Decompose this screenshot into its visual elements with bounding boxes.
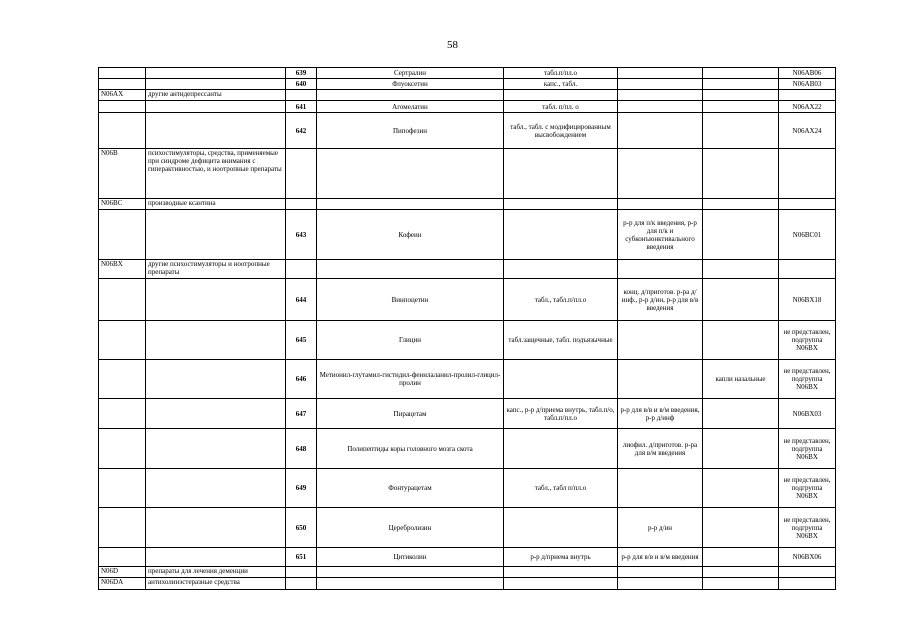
atc-group-name [146, 429, 286, 469]
injection-forms [618, 113, 703, 149]
atc-group-code: N06D [99, 567, 146, 578]
atc-group-code: N06AX [99, 90, 146, 101]
atc-group-code [99, 79, 146, 90]
table-row [99, 113, 836, 149]
oral-forms: табл., табл. с модифицированным высвобождением [504, 113, 618, 149]
oral-forms [504, 567, 618, 578]
atc-code: не представлен, подгруппа N06BX [779, 321, 836, 360]
other-forms [703, 149, 779, 199]
row-number: 644 [286, 279, 317, 321]
injection-forms [618, 90, 703, 101]
atc-group-name [146, 210, 286, 260]
drug-list-table [98, 67, 836, 590]
other-forms [703, 279, 779, 321]
atc-group-code [99, 321, 146, 360]
row-number [286, 90, 317, 101]
atc-group-name [146, 68, 286, 79]
drug-name: Цитиколин [317, 548, 504, 567]
row-number [286, 199, 317, 210]
drug-name [317, 199, 504, 210]
drug-name: Глицин [317, 321, 504, 360]
atc-code [779, 149, 836, 199]
atc-group-name [146, 508, 286, 548]
table-row [99, 567, 836, 578]
drug-name: Церебролизин [317, 508, 504, 548]
atc-group-code [99, 101, 146, 113]
injection-forms [618, 469, 703, 508]
atc-code: не представлен, подгруппа N06BX [779, 360, 836, 399]
row-number: 648 [286, 429, 317, 469]
other-forms [703, 578, 779, 590]
oral-forms: табл.п/пл.о [504, 68, 618, 79]
atc-group-code [99, 429, 146, 469]
table-row [99, 360, 836, 399]
atc-group-name: другие психостимуляторы и ноотропные препараты [146, 260, 286, 279]
oral-forms [504, 360, 618, 399]
row-number: 649 [286, 469, 317, 508]
table-row [99, 399, 836, 429]
atc-group-name: психостимуляторы, средства, применяемые при синдроме дефицита внимания с гиперактивностью, и ноотропные препараты [146, 149, 286, 199]
drug-name: Пипофезин [317, 113, 504, 149]
oral-forms: табл., табл.п/пл.о [504, 279, 618, 321]
drug-name: Сертралин [317, 68, 504, 79]
oral-forms [504, 578, 618, 590]
atc-code: N06AX22 [779, 101, 836, 113]
table-row [99, 210, 836, 260]
injection-forms [618, 149, 703, 199]
oral-forms: капс., табл. [504, 79, 618, 90]
drug-name: Винпоцетин [317, 279, 504, 321]
atc-code: не представлен, подгруппа N06BX [779, 429, 836, 469]
atc-group-name [146, 321, 286, 360]
oral-forms [504, 199, 618, 210]
table-row [99, 508, 836, 548]
atc-group-name [146, 279, 286, 321]
table-row [99, 321, 836, 360]
atc-group-name [146, 101, 286, 113]
row-number: 645 [286, 321, 317, 360]
drug-name [317, 149, 504, 199]
injection-forms [618, 260, 703, 279]
drug-name [317, 260, 504, 279]
other-forms [703, 399, 779, 429]
injection-forms [618, 101, 703, 113]
oral-forms [504, 508, 618, 548]
oral-forms: табл. п/пл. о [504, 101, 618, 113]
atc-code: не представлен, подгруппа N06BX [779, 508, 836, 548]
oral-forms: табл., табл п/пл.о [504, 469, 618, 508]
row-number [286, 578, 317, 590]
oral-forms [504, 90, 618, 101]
other-forms [703, 101, 779, 113]
atc-group-code [99, 469, 146, 508]
table-row [99, 279, 836, 321]
table-row [99, 79, 836, 90]
drug-name: Фонтурацетам [317, 469, 504, 508]
atc-group-name [146, 548, 286, 567]
atc-group-code [99, 68, 146, 79]
row-number: 639 [286, 68, 317, 79]
oral-forms [504, 210, 618, 260]
atc-group-code: N06DA [99, 578, 146, 590]
table-row [99, 149, 836, 199]
atc-group-code: N06B [99, 149, 146, 199]
atc-group-name [146, 113, 286, 149]
drug-name: Пирацетам [317, 399, 504, 429]
other-forms [703, 321, 779, 360]
atc-group-name: другие антидепрессанты [146, 90, 286, 101]
atc-group-name [146, 79, 286, 90]
table-row [99, 429, 836, 469]
other-forms [703, 260, 779, 279]
row-number: 643 [286, 210, 317, 260]
atc-code: не представлен, подгруппа N06BX [779, 469, 836, 508]
other-forms [703, 508, 779, 548]
atc-group-name [146, 469, 286, 508]
drug-name [317, 567, 504, 578]
injection-forms: р-р для в/в и в/м введения, р-р д/инф [618, 399, 703, 429]
other-forms [703, 90, 779, 101]
injection-forms [618, 68, 703, 79]
injection-forms: лиофил. д/приготов. р-ра для в/м введения [618, 429, 703, 469]
page-number: 58 [447, 39, 458, 51]
drug-name: Полипептиды коры головного мозга скота [317, 429, 504, 469]
atc-group-code [99, 399, 146, 429]
injection-forms [618, 360, 703, 399]
other-forms: капли назальные [703, 360, 779, 399]
other-forms [703, 68, 779, 79]
atc-code [779, 567, 836, 578]
other-forms [703, 548, 779, 567]
other-forms [703, 429, 779, 469]
atc-group-name: производные ксантина [146, 199, 286, 210]
atc-group-name: антихолинэстеразные средства [146, 578, 286, 590]
atc-group-code: N06BC [99, 199, 146, 210]
atc-code: N06AB03 [779, 79, 836, 90]
injection-forms: конц. д/приготов. р-ра д/инф., р-р д/ин, р-р для в/в введения [618, 279, 703, 321]
injection-forms: р-р для п/к введения, р-р для п/к и субконъюнктивального введения [618, 210, 703, 260]
atc-group-name: препараты для лечения деменции [146, 567, 286, 578]
oral-forms [504, 429, 618, 469]
atc-group-code [99, 548, 146, 567]
row-number: 646 [286, 360, 317, 399]
table-row [99, 199, 836, 210]
row-number [286, 567, 317, 578]
row-number [286, 149, 317, 199]
atc-group-name [146, 360, 286, 399]
atc-group-code: N06BX [99, 260, 146, 279]
drug-name: Кофеин [317, 210, 504, 260]
injection-forms [618, 567, 703, 578]
row-number [286, 260, 317, 279]
row-number: 642 [286, 113, 317, 149]
row-number: 647 [286, 399, 317, 429]
oral-forms [504, 149, 618, 199]
injection-forms: р-р д/ин [618, 508, 703, 548]
atc-group-code [99, 279, 146, 321]
table-row [99, 68, 836, 79]
atc-code: N06AB06 [779, 68, 836, 79]
other-forms [703, 113, 779, 149]
other-forms [703, 199, 779, 210]
atc-group-code [99, 360, 146, 399]
oral-forms: р-р д/приема внутрь [504, 548, 618, 567]
drug-name: Флуоксетин [317, 79, 504, 90]
table-row [99, 260, 836, 279]
drug-name [317, 90, 504, 101]
drug-name: Агомелатин [317, 101, 504, 113]
other-forms [703, 79, 779, 90]
atc-group-code [99, 210, 146, 260]
atc-code [779, 199, 836, 210]
oral-forms: табл.защечные, табл. подъязычные [504, 321, 618, 360]
injection-forms [618, 578, 703, 590]
atc-code: N06BX03 [779, 399, 836, 429]
atc-group-code [99, 113, 146, 149]
drug-name: Метионил-глутамил-гистидил-фенилаланил-пролил-глицил-пролин [317, 360, 504, 399]
atc-group-name [146, 399, 286, 429]
atc-code [779, 90, 836, 101]
table-row [99, 90, 836, 101]
injection-forms [618, 79, 703, 90]
injection-forms: р-р для в/в и в/м введения [618, 548, 703, 567]
oral-forms: капс., р-р д/приема внутрь, табл.п/о, табл.п/пл.о [504, 399, 618, 429]
injection-forms [618, 321, 703, 360]
other-forms [703, 469, 779, 508]
atc-code [779, 260, 836, 279]
atc-code: N06BX06 [779, 548, 836, 567]
injection-forms [618, 199, 703, 210]
row-number: 640 [286, 79, 317, 90]
atc-code: N06BC01 [779, 210, 836, 260]
oral-forms [504, 260, 618, 279]
atc-code: N06BX18 [779, 279, 836, 321]
drug-name [317, 578, 504, 590]
other-forms [703, 210, 779, 260]
row-number: 650 [286, 508, 317, 548]
atc-group-code [99, 508, 146, 548]
atc-code [779, 578, 836, 590]
atc-code: N06AX24 [779, 113, 836, 149]
table-row [99, 548, 836, 567]
table-row [99, 578, 836, 590]
table-row [99, 101, 836, 113]
row-number: 641 [286, 101, 317, 113]
row-number: 651 [286, 548, 317, 567]
table-row [99, 469, 836, 508]
other-forms [703, 567, 779, 578]
